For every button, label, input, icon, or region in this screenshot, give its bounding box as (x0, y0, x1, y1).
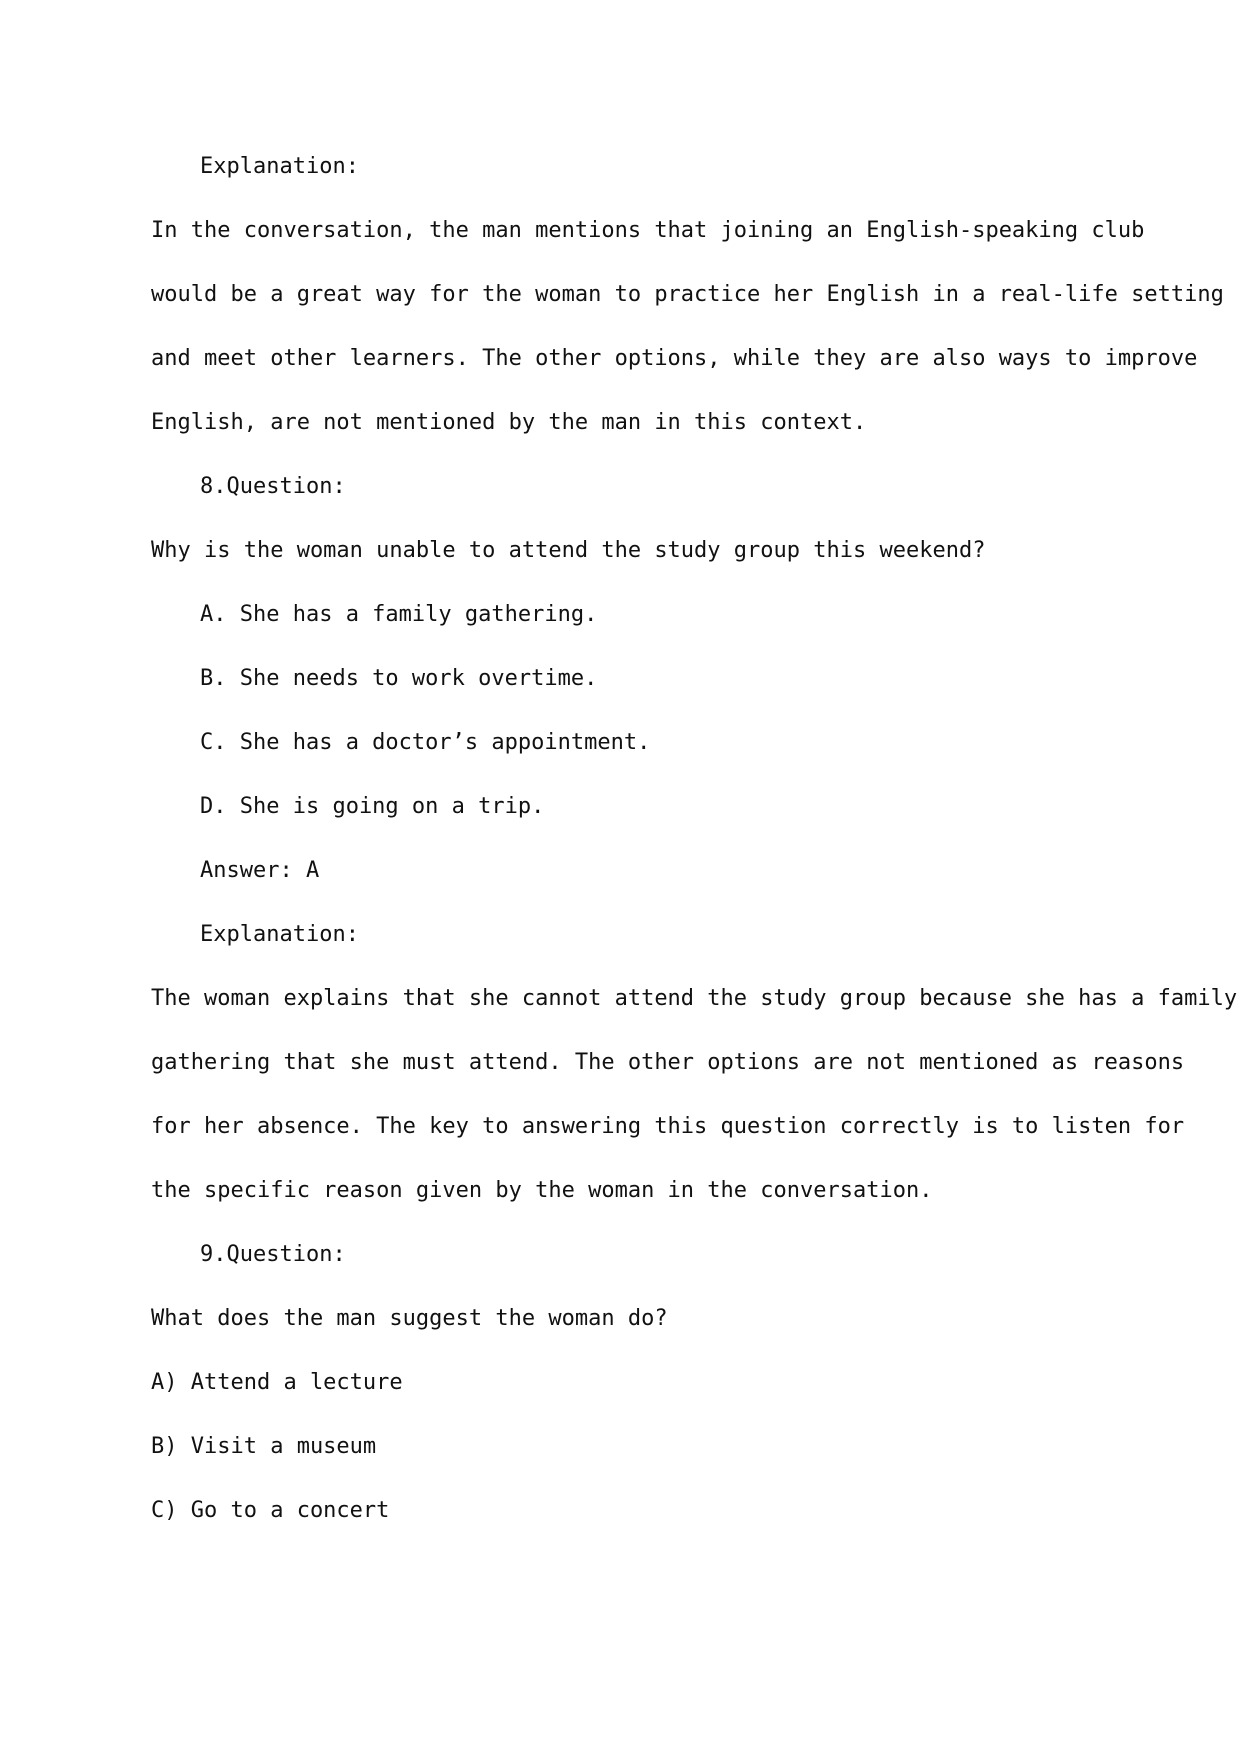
answer-key: Answer: A (200, 858, 320, 883)
answer-option: B) Visit a museum (151, 1434, 377, 1459)
question-text: What does the man suggest the woman do? (151, 1306, 668, 1331)
answer-option: C) Go to a concert (151, 1498, 390, 1523)
question-label: 8.Question: (200, 474, 346, 499)
answer-option: A. She has a family gathering. (200, 602, 598, 627)
question-text: Why is the woman unable to attend the study group this weekend? (151, 538, 986, 563)
explanation-heading: Explanation: (200, 154, 359, 179)
explanation-line: gathering that she must attend. The other options are not mentioned as reasons (151, 1050, 1185, 1075)
answer-option: D. She is going on a trip. (200, 794, 545, 819)
question-label: 9.Question: (200, 1242, 346, 1267)
answer-option: B. She needs to work overtime. (200, 666, 598, 691)
explanation-line: and meet other learners. The other options, while they are also ways to improve (151, 346, 1198, 371)
explanation-line: would be a great way for the woman to practice her English in a real-life setting (151, 282, 1224, 307)
explanation-line: English, are not mentioned by the man in this context. (151, 410, 867, 435)
answer-option: A) Attend a lecture (151, 1370, 403, 1395)
explanation-line: The woman explains that she cannot attend the study group because she has a family (151, 986, 1238, 1011)
answer-option: C. She has a doctor’s appointment. (200, 730, 651, 755)
explanation-line: for her absence. The key to answering this question correctly is to listen for (151, 1114, 1185, 1139)
explanation-line: the specific reason given by the woman in the conversation. (151, 1178, 933, 1203)
explanation-line: In the conversation, the man mentions that joining an English-speaking club (151, 218, 1145, 243)
explanation-heading: Explanation: (200, 922, 359, 947)
